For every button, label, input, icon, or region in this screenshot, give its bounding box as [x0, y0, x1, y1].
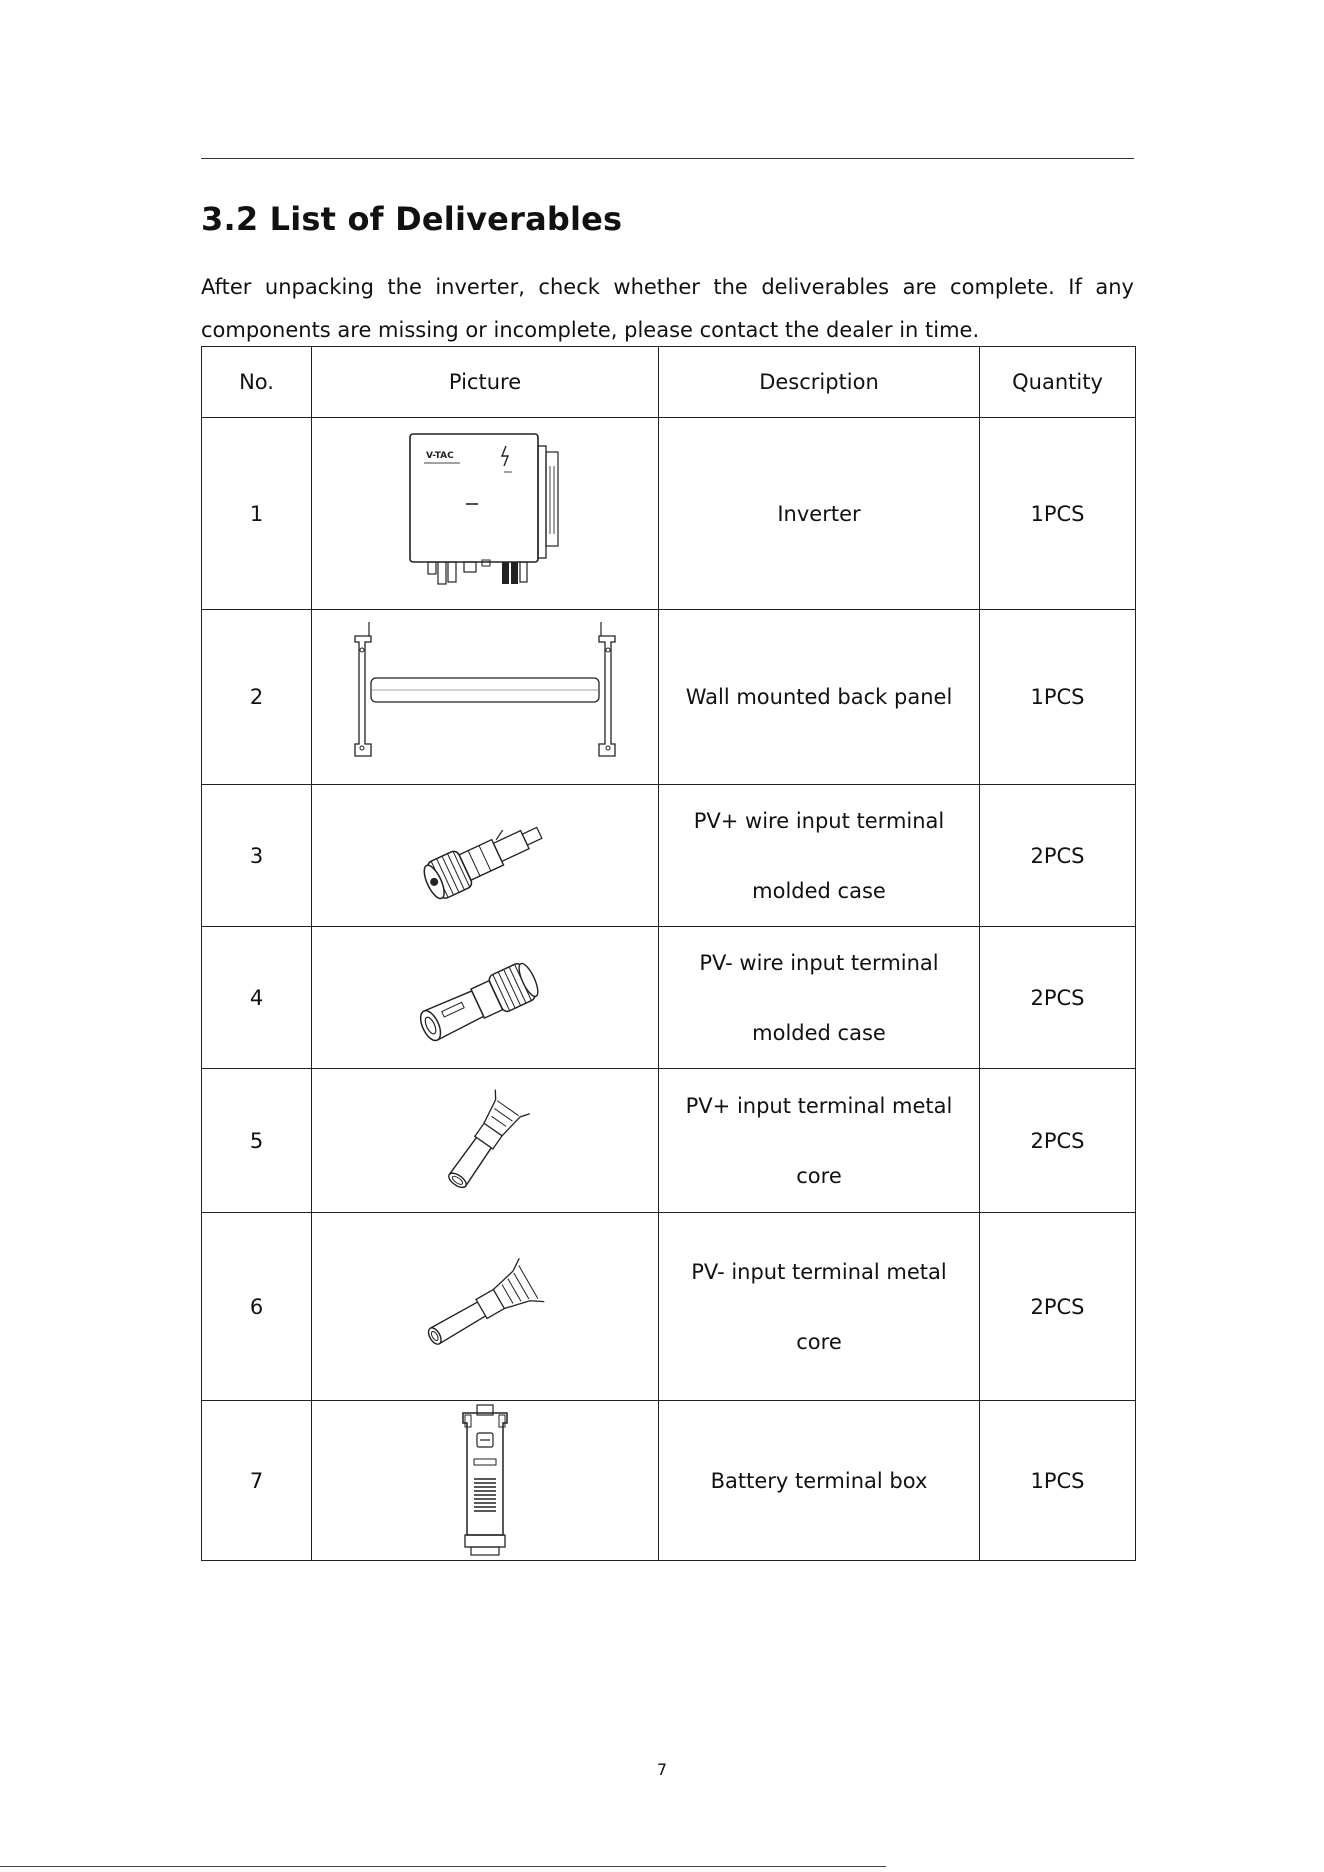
description-cell	[659, 1069, 980, 1213]
description-line-2: molded case	[752, 1020, 886, 1045]
deliverables-table	[201, 346, 1136, 1561]
description-line-2: core	[796, 1163, 842, 1188]
description-cell	[659, 610, 980, 785]
pv-minus-metal-core-icon	[415, 1252, 555, 1362]
description-cell	[659, 785, 980, 927]
picture-cell	[312, 1069, 659, 1213]
description-cell	[659, 418, 980, 610]
row-number: 4	[202, 927, 312, 1069]
header-quantity: Quantity	[980, 347, 1136, 418]
row-number: 6	[202, 1213, 312, 1401]
table-row	[202, 418, 1136, 610]
header-rule	[201, 158, 1134, 159]
description-cell	[659, 1213, 980, 1401]
quantity-cell: 2PCS	[980, 1069, 1136, 1213]
row-number: 3	[202, 785, 312, 927]
quantity-cell: 1PCS	[980, 1401, 1136, 1561]
quantity-cell: 2PCS	[980, 785, 1136, 927]
picture-cell	[312, 785, 659, 927]
table-row	[202, 927, 1136, 1069]
table-header-row	[202, 347, 1136, 418]
description-line-2: core	[796, 1329, 842, 1354]
quantity-cell: 2PCS	[980, 927, 1136, 1069]
row-number: 2	[202, 610, 312, 785]
description-line-1: PV- input terminal metal	[691, 1259, 947, 1284]
intro-paragraph: After unpacking the inverter, check whether the deliverables are complete. If any components are missing or incomplete, please contact the dealer in time.	[201, 275, 1134, 342]
table-row	[202, 610, 1136, 785]
table-row	[202, 1213, 1136, 1401]
description-cell	[659, 1401, 980, 1561]
battery-terminal-box-icon	[455, 1403, 515, 1558]
description-line-1: Inverter	[777, 501, 861, 526]
header-no: No.	[202, 347, 312, 418]
row-number: 5	[202, 1069, 312, 1213]
table-row	[202, 1401, 1136, 1561]
inverter-icon	[398, 426, 573, 601]
svg-text:V-TAC: V-TAC	[425, 451, 454, 461]
header-description: Description	[659, 347, 980, 418]
footer-rule	[0, 1866, 886, 1867]
picture-cell	[312, 1401, 659, 1561]
row-number: 7	[202, 1401, 312, 1561]
quantity-cell: 1PCS	[980, 418, 1136, 610]
quantity-cell: 1PCS	[980, 610, 1136, 785]
pv-plus-metal-core-icon	[425, 1086, 545, 1196]
description-cell	[659, 927, 980, 1069]
header-picture: Picture	[312, 347, 659, 418]
table-row	[202, 785, 1136, 927]
picture-cell	[312, 1213, 659, 1401]
quantity-cell: 2PCS	[980, 1213, 1136, 1401]
description-line-1: PV+ input terminal metal	[685, 1093, 953, 1118]
section-title: 3.2 List of Deliverables	[201, 200, 623, 238]
picture-cell	[312, 418, 659, 610]
page-number: 7	[656, 1760, 668, 1779]
description-line-1: Battery terminal box	[710, 1468, 928, 1493]
picture-cell	[312, 610, 659, 785]
description-line-1: PV+ wire input terminal	[693, 808, 945, 833]
description-line-2: molded case	[752, 878, 886, 903]
description-line-1: Wall mounted back panel	[685, 685, 953, 709]
wall-bracket-icon	[335, 618, 635, 776]
table-row	[202, 1069, 1136, 1213]
pv-plus-connector-icon	[410, 806, 560, 906]
description-line-1: PV- wire input terminal	[699, 950, 939, 975]
row-number: 1	[202, 418, 312, 610]
picture-cell	[312, 927, 659, 1069]
pv-minus-connector-icon	[410, 948, 560, 1048]
